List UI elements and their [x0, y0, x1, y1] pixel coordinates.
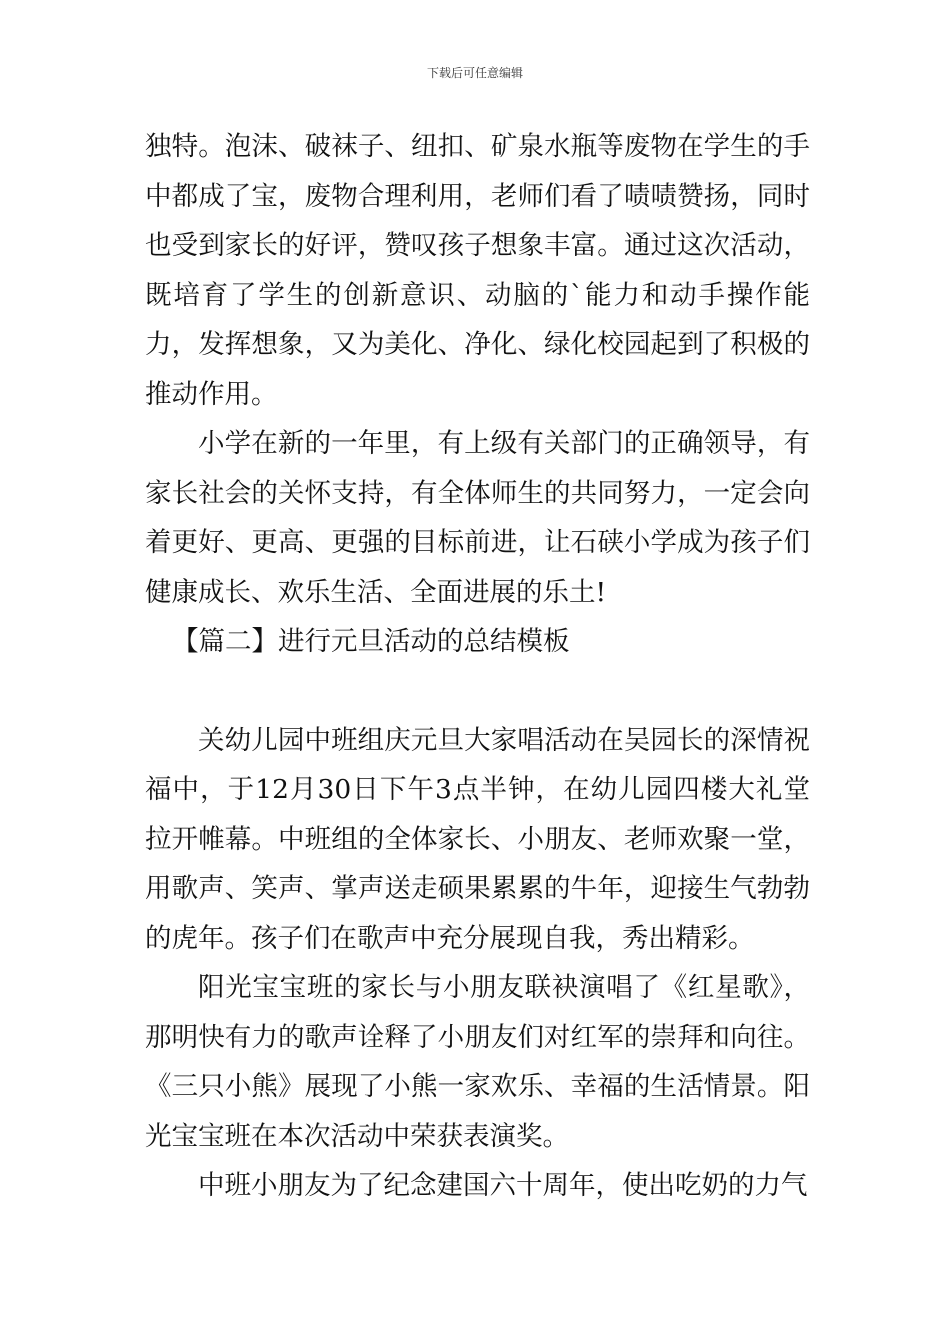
paragraph-2: 小学在新的一年里，有上级有关部门的正确领导，有家长社会的关怀支持，有全体师生的共同努力，一定会向着更好、更高、更强的目标前进，让石硖小学成为孩子们健康成长、欢乐生活、全面进展的乐土! — [145, 428, 810, 608]
page-header: 下载后可任意编辑 — [426, 66, 523, 80]
document-body — [145, 122, 810, 1211]
blank-line — [145, 667, 810, 716]
paragraph-1: 独特。泡沫、破袜子、纽扣、矿泉水瓶等废物在学生的手中都成了宝，废物合理利用，老师们看了啧啧赞扬，同时也受到家长的好评，赞叹孩子想象丰富。通过这次活动，既培育了学生的创新意识、动脑的`能力和动手操作能力，发挥想象，又为美化、净化、绿化校园起到了积极的推动作用。 — [145, 131, 810, 410]
paragraph-4: 阳光宝宝班的家长与小朋友联袂演唱了《红星歌》，那明快有力的歌声诠释了小朋友们对红军的崇拜和向往。《三只小熊》展现了小熊一家欢乐、幸福的生活情景。阳光宝宝班在本次活动中荣获表演奖。 — [145, 972, 810, 1152]
paragraph-3: 关幼儿园中班组庆元旦大家唱活动在吴园长的深情祝福中，于12月30日下午3点半钟，在幼儿园四楼大礼堂拉开帷幕。中班组的全体家长、小朋友、老师欢聚一堂，用歌声、笑声、掌声送走硕果累累的牛年，迎接生气勃勃的虎年。孩子们在歌声中充分展现自我，秀出精彩。 — [145, 724, 810, 954]
section-title: 【篇二】进行元旦活动的总结模板 — [172, 626, 570, 657]
paragraph-5: 中班小朋友为了纪念建国六十周年，使出吃奶的力气 — [198, 1170, 808, 1201]
